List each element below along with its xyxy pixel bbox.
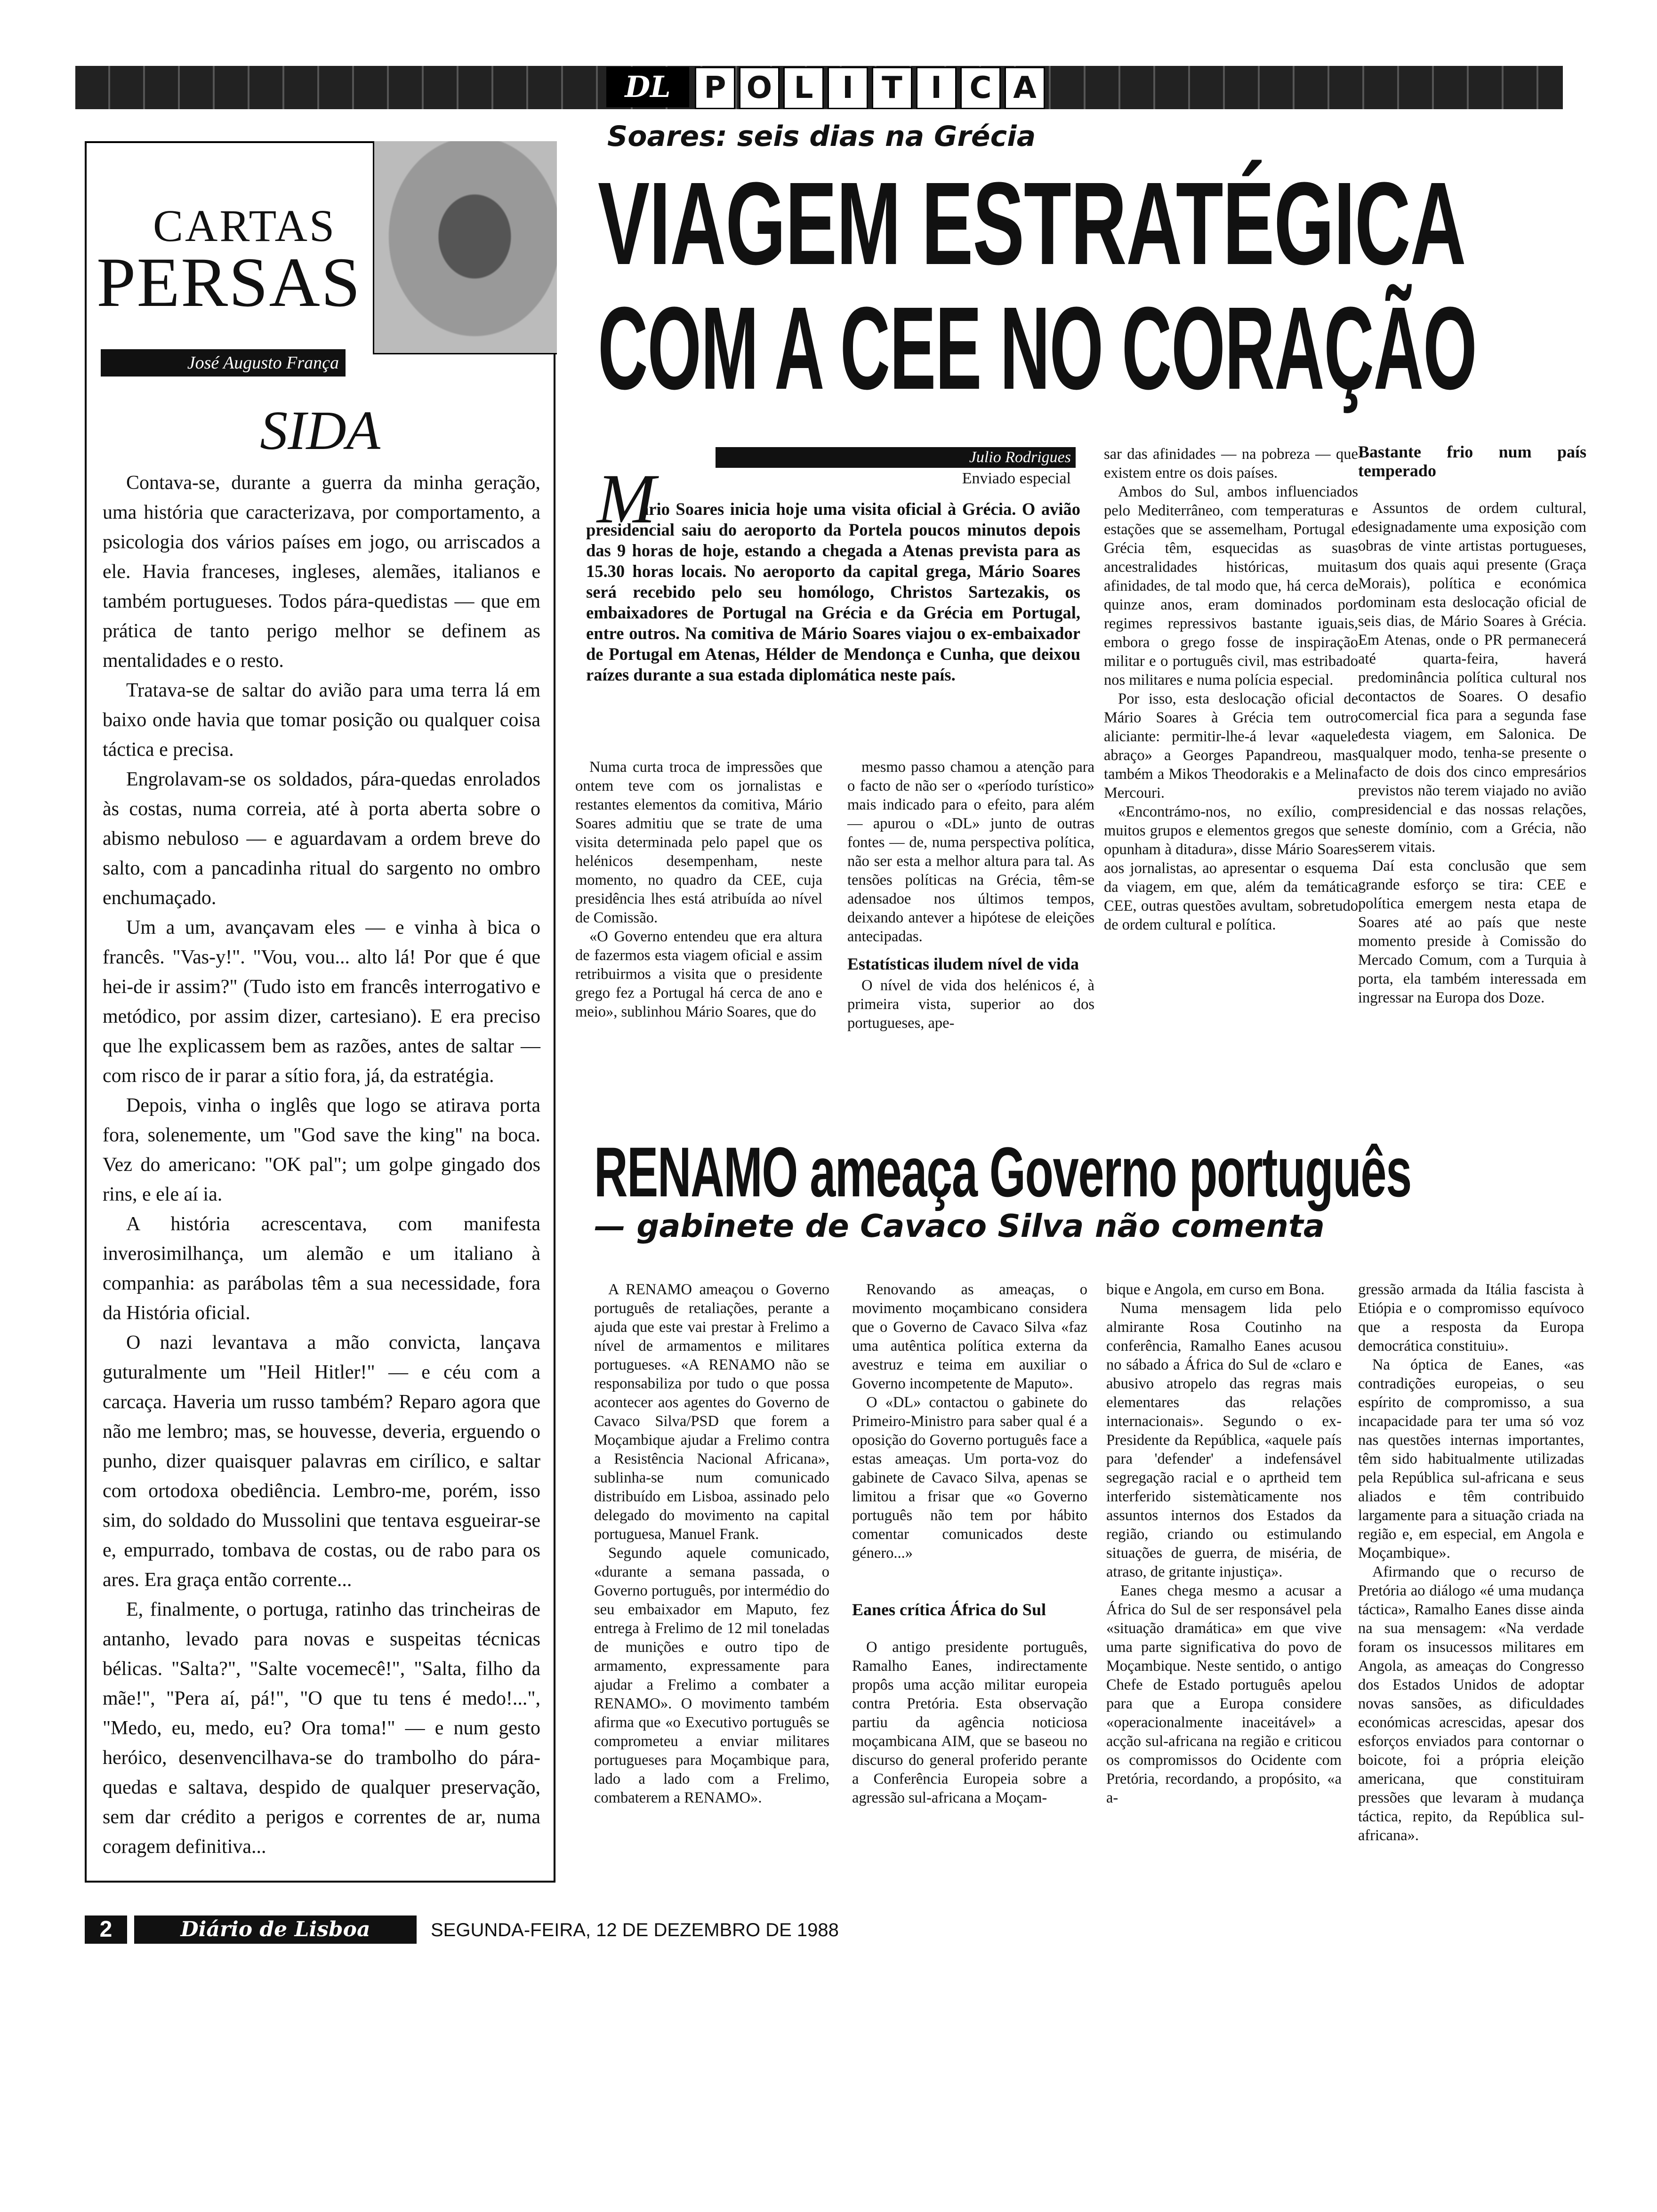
article2-paragraph: Afirmando que o recurso de Pretória ao diálogo «é uma mudança táctica», Ramalho Eanes disse ainda na sua mensagem: «Na verdade foram os insucessos militares em Angola, as ameaças do Congresso dos Estados Unidos de adoptar novas sansões, as dificuldades económicas acrescidas, apesar dos esforços enviados para contornar o boicote, foi a própria eleição americana, que constituiram pressões que levaram à mudança táctica, repito, da República sul-africana». bbox=[1358, 1563, 1584, 1844]
article1-subhead-statistics: Estatísticas iludem nível de vida bbox=[847, 954, 1079, 973]
article1-paragraph: mesmo passo chamou a atenção para o facto de não ser o «período turístico» mais indicado para o efeito, para além — apurou o «DL» junto de outras fontes — de, numa perspectiva política, não ser esta a melhor altura para tal. As tensões políticas na Grécia, têm-se adensadoe nos últimos tempos, deixando antever a hipótese de eleições antecipadas. bbox=[847, 759, 1094, 945]
article2-paragraph: gressão armada da Itália fascista à Etiópia e o compromisso equívoco que a resposta da Europa democrática constituiu». bbox=[1358, 1281, 1584, 1354]
article1-col1 bbox=[575, 758, 822, 1021]
column-paragraph: A história acrescentava, com manifesta inverosimilhança, um alemão e um italiano à companhia: as parábolas têm a sua necessidade, fora da História oficial. bbox=[103, 1213, 540, 1324]
dl-logo: DL bbox=[606, 67, 689, 107]
article1-lead: ário Soares inicia hoje uma visita oficial à Grécia. O avião presidencial saiu do aeroporto da Portela poucos minutos depois das 9 horas de hoje, estando a chegada a Atenas prevista para as 15.30 horas locais. No aeroporto da capital grega, Mário Soares será recebido pelo seu homólogo, Christos Sartezakis, os embaixadores de Portugal na Grécia e da Grécia em Portugal, entre outros. Na comitiva de Mário Soares viajou o ex-embaixador de Portugal em Atenas, Hélder de Mendonça e Cunha, que deixou raízes durante a sua estada diplomática neste país. bbox=[586, 499, 1080, 684]
article1-paragraph: «Encontrámo-nos, no exílio, com muitos grupos e elementos gregos que se opunham à ditadura», disse Mário Soares aos jornalistas, ao apresentar o esquema da viagem, em que, além da temática CEE, outras questões avultam, sobretudo de ordem cultural e política. bbox=[1104, 803, 1358, 933]
column-paragraph: Um a um, avançavam eles — e vinha à bica o francês. "Vas-y!". "Vou, vou... alto lá! Por que é que hei-de ir assim?" (Tudo isto em francês interrogativo e metódico, por assim dizer, cartesiano). E era preciso que lhe explicassem bem as razões, antes de saltar — com risco de ir parar a sítio fora, já, da estratégia. bbox=[103, 917, 540, 1087]
column-paragraph: Depois, vinha o inglês que logo se atirava porta fora, solenemente, um "God save the king" na boca. Vez do americano: "OK pal"; um golpe gingado dos rins, e ele aí ia. bbox=[103, 1095, 540, 1205]
article1-col2 bbox=[847, 758, 1094, 1033]
column-paragraph: Engrolavam-se os soldados, pára-quedas enrolados às costas, numa correia, até à porta aberta sobre o abismo nebuloso — e aguardavam a ordem breve do salto, com a pancadinha ritual do sargento no ombro enchumaçado. bbox=[103, 769, 540, 909]
article1-paragraph: «O Governo entendeu que era altura de fazermos esta viagem oficial e assim retribuirmos a visita que o presidente grego fez a Portugal há cerca de ano e meio», sublinhou Mário Soares, que do bbox=[575, 928, 822, 1020]
lead-dropcap: M bbox=[597, 460, 656, 538]
article2-paragraph: bique e Angola, em curso em Bona. bbox=[1106, 1281, 1325, 1298]
section-letter: C bbox=[960, 67, 1001, 109]
column-name-line1: CARTAS bbox=[153, 200, 337, 251]
author-photo bbox=[373, 141, 557, 354]
article2-paragraph: Eanes chega mesmo a acusar a África do Sul de ser responsável pela «situação dramática» em que vive uma parte significativa do povo de Moçambique. Neste sentido, o antigo Chefe de Estado português apelou para que a Europa considere «operacionalmente inaceitável» a acção sul-africana na região e criticou os compromissos do Ocidente com Pretória, recordando, a propósito, «a a- bbox=[1106, 1582, 1342, 1806]
issue-date: SEGUNDA-FEIRA, 12 DE DEZEMBRO DE 1988 bbox=[431, 1920, 839, 1940]
article2-col4 bbox=[1358, 1280, 1584, 1845]
article1-subhead-cold: Bastante frio num país temperado bbox=[1358, 442, 1586, 480]
byline: Julio Rodrigues bbox=[969, 449, 1071, 466]
article2-subheadline: — gabinete de Cavaco Silva não comenta bbox=[594, 1208, 1325, 1244]
article2-col2 bbox=[852, 1280, 1087, 1807]
column-paragraph: E, finalmente, o portuga, ratinho das trincheiras de antanho, levado para novas e suspeitas técnicas bélicas. "Salta?", "Salte vocemecê!", "Salta, filho da mãe!", "Pera aí, pá!", "O que tu tens é medo!...", "Medo, eu, medo, eu? Ora toma!" — e num gesto heróico, desenvencilhava-se do trambolho do pára-quedas e saltava, despido de qualquer preservação, sem dar crédito a perigos e correntes de ar, numa coragem definitiva... bbox=[103, 1599, 540, 1858]
column-name bbox=[97, 200, 370, 321]
article2-paragraph: Numa mensagem lida pelo almirante Rosa Coutinho na conferência, Ramalho Eanes acusou no sábado a África do Sul de «claro e abusivo atropelo das regras mais elementares das relações internacionais». Segundo o ex-Presidente da República, «aquele país para 'defender' a indefensável segregação racial e o aprtheid tem interferido sistemàticamente nos assuntos internos dos Estados da região, criando ou estimulando situações de guerra, de miséria, de atraso, de gritante injustiça». bbox=[1106, 1300, 1342, 1580]
article2-paragraph: A RENAMO ameaçou o Governo português de retaliações, perante a ajuda que este vai prestar à Frelimo a nível de armamentos e militares portugueses. «A RENAMO não se responsabiliza por tudo o que possa acontecer aos agentes do Governo de Cavaco Silva/PSD que forem a Moçambique ajudar a Frelimo contra a Resistência Nacional Africana», sublinha-se num comunicado distribuído em Lisboa, assinado pelo delegado do movimento na capital portuguesa, Manuel Frank. bbox=[594, 1281, 829, 1543]
newspaper-name: Diário de Lisboa bbox=[134, 1915, 417, 1944]
article2-col3 bbox=[1106, 1280, 1342, 1807]
section-letter: I bbox=[916, 67, 957, 109]
column-name-line2: PERSAS bbox=[97, 243, 362, 321]
column-author: José Augusto França bbox=[101, 349, 346, 377]
article1-paragraph: Por isso, esta deslocação oficial de Mário Soares à Grécia tem outro aliciante: permitir-lhe-á levar «aquele abraço» a Georges Papandreou, mas também a Mikos Theodorakis e a Melina Mercouri. bbox=[1104, 690, 1358, 801]
article1-kicker: Soares: seis dias na Grécia bbox=[607, 120, 1036, 153]
article2-col1 bbox=[594, 1280, 829, 1807]
article2-paragraph: Segundo aquele comunicado, «durante a semana passada, o Governo português, por intermédio do seu embaixador em Maputo, fez entrega à Frelimo de 12 mil toneladas de munições e outro tipo de armamento, expressamente para ajudar a Frelimo a combater a RENAMO». O movimento também afirma que «o Executivo português se comprometeu a enviar militares portugueses para Moçambique para, lado a lado com a Frelimo, combaterem a RENAMO». bbox=[594, 1545, 829, 1806]
section-letter: A bbox=[1005, 67, 1045, 109]
article1-paragraph: Ambos do Sul, ambos influenciados pelo Mediterrâneo, com temperaturas e estações que se assemelham, Portugal e Grécia têm, esquecidas as suas ancestralidades históricas, muitas afinidades, de tal modo que, há cerca de quinze anos, eram dominados por regimes repressivos bastante iguais, embora o grego fosse de inspiração militar e o português civil, mas estribado nos militares e numa polícia especial. bbox=[1104, 483, 1358, 689]
article1-paragraph: Daí esta conclusão que sem grande esforço se tira: CEE e política emergem nesta etapa de Soares até ao país que neste momento preside à Comissão do Mercado Comum, com a Turquia à porta, ela também interessada em ingressar na Europa dos Doze. bbox=[1358, 858, 1586, 1006]
section-letter: T bbox=[872, 67, 912, 109]
article2-paragraph: Na óptica de Eanes, «as contradições europeias, o seu espírito de compromisso, a sua incapacidade para ter uma só voz nas questões internas importantes, têm sido habitualmente utilizadas pela República sul-africana e seus aliados e têm contribuido largamente para a situação criada na região e, em especial, em Angola e Moçambique». bbox=[1358, 1356, 1584, 1562]
article2-paragraph: O antigo presidente português, Ramalho Eanes, indirectamente propôs uma acção militar europeia contra Pretória. Esta observação partiu da agência noticiosa moçambicana AIM, que se baseou no discurso do general proferido perante a Conferência Europeia sobre a agressão sul-africana a Moçam- bbox=[852, 1639, 1087, 1806]
column-paragraph: Contava-se, durante a guerra da minha geração, uma história que caracterizava, por comportamento, a psicologia dos vários países em jogo, ou arriscados a ele. Havia franceses, ingleses, alemães, italianos e também portugueses. Todos pára-quedistas — que em prática de tanto perigo melhor se definem as mentalidades e o resto. bbox=[103, 472, 540, 672]
article1-paragraph: Numa curta troca de impressões que ontem teve com os jornalistas e restantes elementos da comitiva, Mário Soares admitiu que se trate de uma visita determinada pelo papel que os helénicos desempenham, neste momento, no quadro da CEE, cuja presidência lhes está atribuída ao nível de Comissão. bbox=[575, 759, 822, 926]
section-name bbox=[695, 67, 1049, 108]
article2-headline: RENAMO ameaça Governo português bbox=[594, 1132, 1411, 1211]
article1-headline-line1: VIAGEM ESTRATÉGICA bbox=[598, 158, 1466, 289]
page-number: 2 bbox=[85, 1915, 127, 1944]
article1-paragraph: sar das afinidades — na pobreza — que existem entre os dois países. bbox=[1104, 446, 1358, 481]
article1-col3 bbox=[1104, 445, 1358, 934]
section-letter: P bbox=[695, 67, 735, 109]
article2-paragraph: O «DL» contactou o gabinete do Primeiro-Ministro para saber qual é a oposição do Governo português face a estas ameaças. Um porta-voz do gabinete de Cavaco Silva, apenas se limitou a frisar que «o Governo português não tem por hábito comentar comunicados deste género...» bbox=[852, 1394, 1087, 1562]
article2-subhead-eanes: Eanes crítica África do Sul bbox=[852, 1600, 1046, 1619]
column-title: SIDA bbox=[260, 400, 380, 461]
column-paragraph: Tratava-se de saltar do avião para uma terra lá em baixo onde havia que tomar posição ou qualquer coisa táctica e precisa. bbox=[103, 680, 540, 761]
article1-col4 bbox=[1358, 442, 1586, 1007]
column-paragraph: O nazi levantava a mão convicta, lançava guturalmente um "Heil Hitler!" — e céu com a carcaça. Haveria um russo também? Reparo agora que não me lembro; mas, se houvesse, deveria, erguendo o punho, dizer quaisquer palavras em cirílico, e saltar com ortodoxa obediência. Lembro-me, porém, isso sim, do soldado do Mussolini que tentava esgueirar-se e, empurrado, tombava de costas, ou de rabo para os ares. Era graça então corrente... bbox=[103, 1332, 540, 1591]
article1-headline-line2: COM A CEE NO CORAÇÃO bbox=[598, 282, 1477, 414]
article1-paragraph: Assuntos de ordem cultural, designadamente uma exposição com obras de vinte artistas portugueses, um dos quais aqui presente (Graça Morais), política e económica dominam esta deslocação oficial de seis dias, de Mário Soares à Grécia. Em Atenas, onde o PR permanecerá até quarta-feira, haverá predominância política cultural nos contactos de Soares. O desafio comercial fica para a segunda fase desta viagem, em Salonica. De qualquer modo, tenha-se presente o facto de dois dos cinco empresários previstos não terem viajado no avião presidencial e das nossas relações, neste domínio, com a Grécia, não serem vitais. bbox=[1358, 500, 1586, 856]
section-letter: I bbox=[828, 67, 868, 109]
section-letter: O bbox=[739, 67, 780, 109]
article1-paragraph: O nível de vida dos helénicos é, à primeira vista, superior ao dos portugueses, ape- bbox=[847, 977, 1094, 1032]
article2-paragraph: Renovando as ameaças, o movimento moçambicano considera que o Governo de Cavaco Silva «faz uma autêntica política externa da avestruz e teima em auxiliar o Governo incompetente de Maputo». bbox=[852, 1281, 1087, 1392]
section-letter: L bbox=[783, 67, 824, 109]
column-body bbox=[103, 468, 540, 1862]
byline-role: Enviado especial bbox=[962, 470, 1071, 487]
